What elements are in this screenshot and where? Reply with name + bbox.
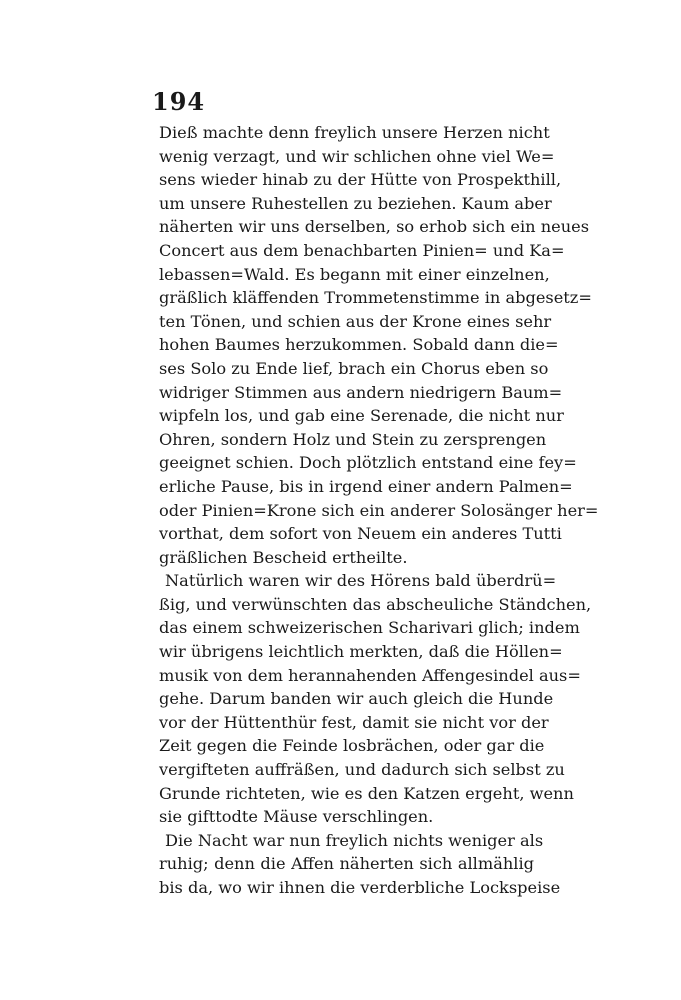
text-line: Grunde richteten, wie es den Katzen ergeht, wenn [159,783,574,803]
text-line: Concert aus dem benachbarten Pinien= und Ka= [159,240,565,260]
body-text [159,121,599,900]
text-line: vor der Hüttenthür fest, damit sie nicht vor der [159,712,549,732]
text-line: widriger Stimmen aus andern niedrigern Baum= [159,382,563,402]
text-line: Zeit gegen die Feinde losbrächen, oder gar die [159,736,545,756]
text-line: Ohren, sondern Holz und Stein zu zersprengen [159,429,547,449]
text-line: ses Solo zu Ende lief, brach ein Chorus eben so [159,358,549,378]
page-number: 194 [152,87,206,116]
text-line: um unsere Ruhestellen zu beziehen. Kaum aber [159,193,552,213]
text-line: wenig verzagt, und wir schlichen ohne viel We= [159,146,555,166]
text-line: ten Tönen, und schien aus der Krone eines sehr [159,311,552,331]
text-line: lebassen=Wald. Es begann mit einer einzelnen, [159,264,550,284]
text-line: hohen Baumes herzukommen. Sobald dann die= [159,335,559,355]
text-line: bis da, wo wir ihnen die verderbliche Lockspeise [159,878,561,897]
text-line: Die Nacht war nun freylich nichts weniger als [165,830,544,850]
text-line: vorthat, dem sofort von Neuem ein anderes Tutti [159,524,562,544]
text-line: vergifteten auffräßen, und dadurch sich selbst zu [159,760,565,780]
text-line: Natürlich waren wir des Hörens bald überdrü= [165,571,557,591]
text-line: gräßlichen Bescheid ertheilte. [159,547,408,567]
text-line: ruhig; denn die Affen näherten sich allmählig [159,854,534,874]
text-line: sie gifttodte Mäuse verschlingen. [159,807,434,827]
text-line: musik von dem herannahenden Affengesindel aus= [159,665,581,685]
text-line: gräßlich kläffenden Trommetenstimme in abgesetz= [159,288,592,308]
text-line: näherten wir uns derselben, so erhob sich ein neues [159,217,590,237]
text-line: geeignet schien. Doch plötzlich entstand eine fey= [159,453,577,473]
text-line: das einem schweizerischen Scharivari glich; indem [159,618,580,638]
text-line: wir übrigens leichtlich merkten, daß die Höllen= [159,642,563,662]
text-line: oder Pinien=Krone sich ein anderer Solosänger her= [159,500,599,520]
text-line: sens wieder hinab zu der Hütte von Prospekthill, [159,170,562,190]
text-line: Dieß machte denn freylich unsere Herzen nicht [159,123,550,142]
text-line: ßig, und verwünschten das abscheuliche Ständchen, [159,594,592,614]
text-line: gehe. Darum banden wir auch gleich die Hunde [159,689,554,709]
text-line: wipfeln los, und gab eine Serenade, die nicht nur [159,406,564,426]
text-line: erliche Pause, bis in irgend einer andern Palmen= [159,476,573,496]
